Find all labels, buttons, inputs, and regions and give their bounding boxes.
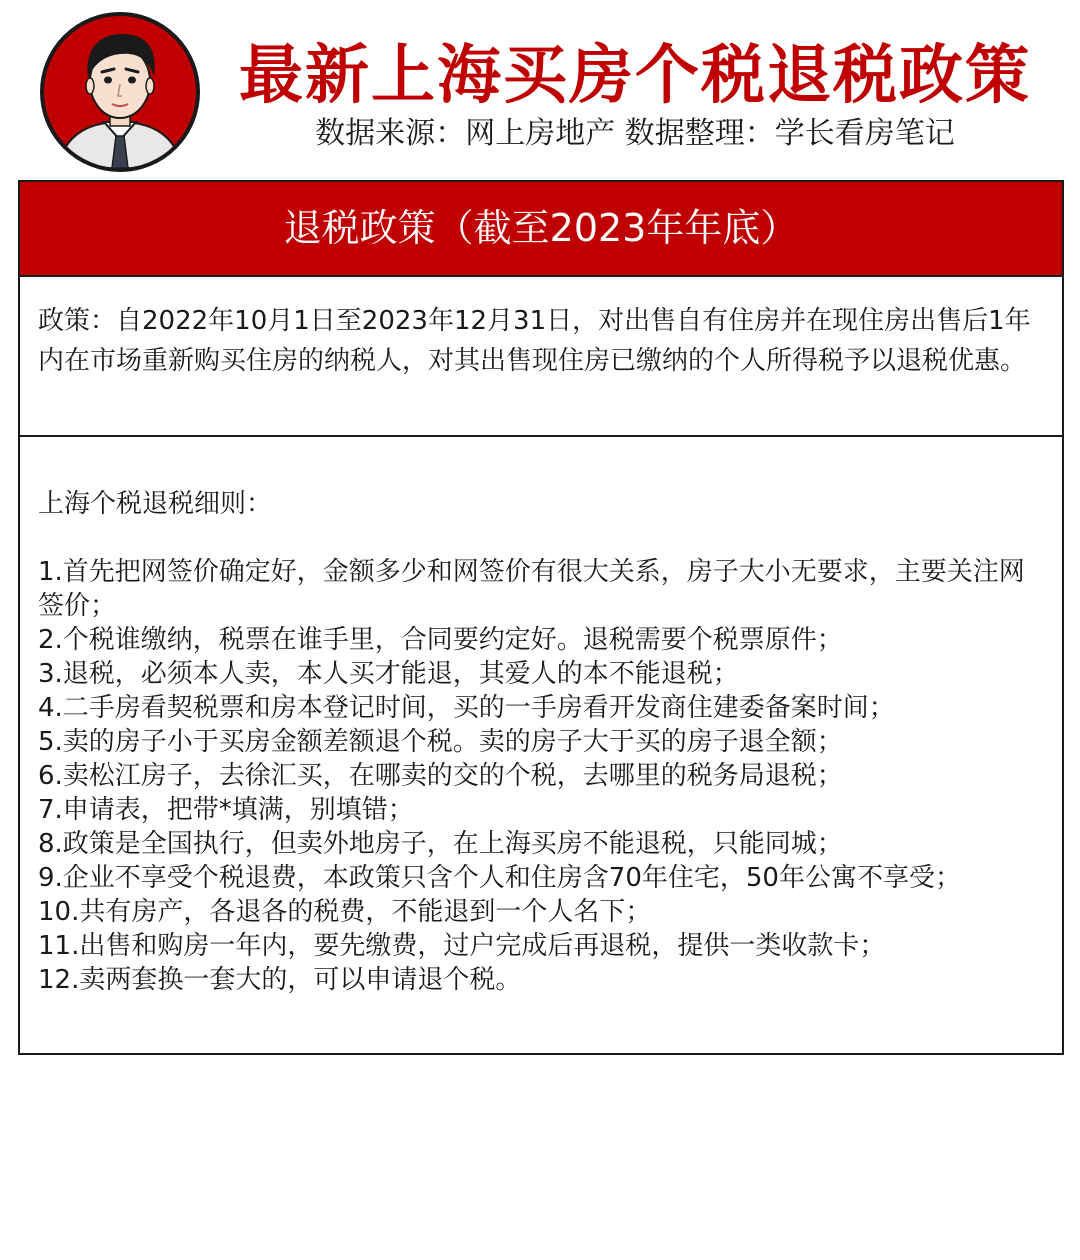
page-title: 最新上海买房个税退税政策 — [239, 39, 1031, 113]
rule-item: 12.卖两套换一套大的，可以申请退个税。 — [38, 965, 522, 995]
rule-item: 11.出售和购房一年内，要先缴费，过户完成后再退税，提供一类收款卡； — [38, 931, 886, 961]
rule-item: 7.申请表，把带*填满，别填错； — [38, 795, 414, 825]
rules-section — [20, 437, 1062, 997]
rules-heading: 上海个税退税细则： — [38, 489, 273, 519]
rule-item: 10.共有房产，各退各的税费，不能退到一个人名下； — [38, 897, 652, 927]
rule-item: 2.个税谁缴纳，税票在谁手里，合同要约定好。退税需要个税票原件； — [38, 625, 843, 655]
rule-item: 6.卖松江房子，去徐汇买，在哪卖的交的个税，去哪里的税务局退税； — [38, 761, 843, 791]
panel-header: 退税政策（截至2023年年底） — [20, 182, 1062, 277]
author-avatar — [40, 12, 200, 172]
rule-item: 9.企业不享受个税退费，本政策只含个人和住房含70年住宅，50年公寓不享受； — [38, 863, 961, 893]
rule-item: 1.首先把网签价确定好，金额多少和网签价有很大关系，房子大小无要求，主要关注网签价； — [38, 557, 1025, 621]
rule-item: 4.二手房看契税票和房本登记时间，买的一手房看开发商住建委备案时间； — [38, 693, 895, 723]
policy-panel — [18, 180, 1064, 1055]
page-subtitle: 数据来源：网上房地产 数据整理：学长看房笔记 — [315, 116, 955, 151]
rule-item: 3.退税，必须本人卖，本人买才能退，其爱人的本不能退税； — [38, 659, 739, 689]
avatar-illustration — [44, 16, 196, 168]
rule-item: 5.卖的房子小于买房金额差额退个税。卖的房子大于买的房子退全额； — [38, 727, 843, 757]
rule-item: 8.政策是全国执行，但卖外地房子，在上海买房不能退税，只能同城； — [38, 829, 843, 859]
policy-text: 政策：自2022年10月1日至2023年12月31日，对出售自有住房并在现住房出售后1年内在市场重新购买住房的纳税人，对其出售现住房已缴纳的个人所得税予以退税优惠。 — [20, 277, 1062, 437]
